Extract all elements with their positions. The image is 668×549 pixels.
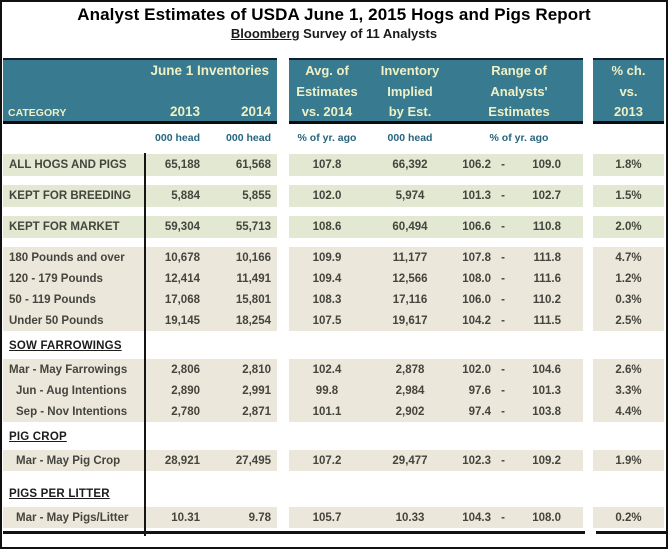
row-left-band (3, 185, 277, 207)
range-low-value: 104.3 (462, 511, 491, 524)
row-middle-band (289, 216, 583, 238)
value-2013: 2,806 (171, 363, 200, 376)
range-high-value: 104.6 (532, 363, 561, 376)
range-cell (455, 252, 583, 264)
row-middle-band (289, 154, 583, 176)
value-2013: 59,304 (164, 221, 200, 233)
table-bottom-border (3, 531, 667, 534)
row-right-band (593, 289, 664, 310)
row-left-band (3, 401, 277, 422)
range-high-value: 109.2 (532, 454, 561, 467)
row-label: 50 - 119 Pounds (9, 293, 96, 306)
header-inventories-block (3, 58, 277, 124)
units-row (3, 124, 667, 151)
header-gap (583, 58, 593, 124)
pct-change-value: 2.6% (615, 363, 642, 376)
avg-estimate-value: 107.2 (312, 454, 342, 467)
value-2014: 61,568 (235, 159, 271, 171)
column-gap (277, 507, 289, 528)
range-high-value: 110.2 (532, 293, 561, 306)
value-2013: 5,884 (171, 190, 200, 202)
header-gap (277, 58, 289, 124)
row-label: Jun - Aug Intentions (16, 384, 127, 397)
row-left-band (3, 247, 277, 268)
row-group (3, 507, 667, 528)
pct-change-value: 4.4% (615, 405, 642, 418)
implied-header-line2: Implied (387, 83, 433, 99)
value-2013: 17,068 (164, 293, 200, 306)
range-dash: - (501, 293, 505, 306)
value-2013: 19,145 (164, 314, 200, 327)
table-row (3, 380, 667, 401)
value-2014: 2,871 (242, 405, 271, 418)
value-2014: 55,713 (235, 221, 271, 233)
column-gap (277, 359, 289, 380)
row-label: KEPT FOR MARKET (9, 221, 120, 233)
implied-inventory-value: 5,974 (395, 190, 425, 202)
range-high-value: 108.0 (532, 511, 561, 524)
row-right-band (593, 507, 664, 528)
value-2013: 2,890 (171, 384, 200, 397)
range-cell (455, 512, 583, 524)
column-gap (583, 185, 593, 207)
range-dash: - (501, 272, 505, 285)
units-right-band (593, 124, 664, 151)
row-right-band (593, 154, 664, 176)
category-header: CATEGORY (8, 107, 67, 119)
range-cell (455, 364, 583, 376)
value-2014: 15,801 (235, 293, 271, 306)
row-middle-band (289, 310, 583, 331)
pct-header-line2: vs. (619, 83, 638, 99)
row-label: Mar - May Pigs/Litter (16, 511, 129, 524)
range-cell (455, 385, 583, 397)
column-gap (277, 268, 289, 289)
avg-header-line3: vs. 2014 (301, 104, 353, 119)
bottom-border-left-segment (3, 531, 585, 534)
pct-change-value: 0.2% (615, 511, 642, 524)
row-label: KEPT FOR BREEDING (9, 190, 132, 202)
column-gap (583, 359, 593, 380)
value-2013: 12,414 (164, 272, 200, 285)
row-middle-band (289, 359, 583, 380)
column-gap (277, 247, 289, 268)
table-header (3, 58, 667, 124)
range-dash: - (501, 363, 505, 376)
avg-estimate-value: 101.1 (312, 405, 342, 418)
implied-inventory-value: 12,566 (392, 272, 428, 285)
row-middle-band (289, 380, 583, 401)
column-gap (583, 247, 593, 268)
column-gap (277, 401, 289, 422)
value-2013: 10.31 (171, 511, 200, 524)
pct-header-line1: % ch. (611, 63, 646, 78)
row-right-band (593, 216, 664, 238)
section-label: SOW FARROWINGS (9, 339, 122, 352)
row-label: ALL HOGS AND PIGS (9, 159, 127, 171)
column-gap (583, 401, 593, 422)
report-title: Analyst Estimates of USDA June 1, 2015 Hogs and Pigs Report (77, 5, 591, 24)
row-middle-band (289, 401, 583, 422)
section-heading (5, 337, 667, 354)
row-left-band (3, 289, 277, 310)
row-left-band (3, 310, 277, 331)
pct-header-line3: 2013 (614, 104, 643, 119)
range-high-value: 111.8 (533, 251, 561, 264)
row-label: Sep - Nov Intentions (16, 405, 128, 418)
range-header-line2: Analysts' (490, 83, 548, 99)
range-high-value: 102.7 (532, 190, 561, 202)
row-right-band (593, 401, 664, 422)
row-right-band (593, 185, 664, 207)
col-2014-header: 2014 (240, 104, 271, 119)
table-row (3, 268, 667, 289)
range-low-value: 97.6 (468, 384, 491, 397)
row-left-band (3, 380, 277, 401)
row-middle-band (289, 450, 583, 471)
row-left-band (3, 268, 277, 289)
column-gap (583, 380, 593, 401)
row-middle-band (289, 185, 583, 207)
implied-header-line3: by Est. (388, 104, 432, 119)
range-dash: - (501, 190, 505, 202)
value-2014: 2,991 (242, 384, 271, 397)
range-header-line3: Estimates (488, 104, 550, 119)
column-gap (277, 380, 289, 401)
range-dash: - (501, 511, 505, 524)
table-row (3, 289, 667, 310)
implied-inventory-value: 60,494 (392, 221, 428, 233)
implied-inventory-value: 10.33 (395, 511, 425, 524)
row-group (3, 247, 667, 331)
pct-change-value: 1.5% (615, 190, 642, 202)
table-row (3, 450, 667, 471)
implied-inventory-value: 2,878 (395, 363, 425, 376)
range-high-value: 103.8 (532, 405, 561, 418)
units-2014: 000 head (226, 131, 271, 144)
header-estimates-block (289, 58, 583, 124)
pct-change-value: 0.3% (615, 293, 642, 306)
section-label: PIG CROP (9, 430, 67, 443)
implied-inventory-value: 17,116 (392, 293, 428, 306)
bottom-border-right-segment (596, 531, 667, 534)
row-label: Mar - May Pig Crop (16, 454, 121, 467)
row-right-band (593, 268, 664, 289)
pct-change-value: 1.9% (615, 454, 642, 467)
range-cell (455, 221, 583, 233)
value-2014: 5,855 (242, 190, 271, 202)
value-2013: 10,678 (164, 251, 200, 264)
range-low-value: 107.8 (462, 251, 491, 264)
value-2014: 18,254 (235, 314, 271, 327)
range-cell (455, 190, 583, 202)
range-low-value: 106.0 (462, 293, 491, 306)
row-right-band (593, 247, 664, 268)
section-heading (5, 485, 667, 502)
col-2013-header: 2013 (169, 104, 200, 119)
table-row (3, 507, 667, 528)
row-label: Under 50 Pounds (9, 314, 104, 327)
avg-estimate-value: 99.8 (315, 384, 339, 397)
units-avg: % of yr. ago (297, 131, 357, 144)
range-dash: - (501, 405, 505, 418)
column-gap (277, 450, 289, 471)
header-pct-change-block (593, 58, 664, 124)
pct-change-value: 3.3% (615, 384, 642, 397)
avg-estimate-value: 107.8 (312, 159, 342, 171)
column-gap (583, 154, 593, 176)
column-gap (583, 450, 593, 471)
avg-estimates-header (289, 60, 365, 121)
column-gap (277, 310, 289, 331)
column-gap (277, 289, 289, 310)
section-heading (5, 428, 667, 445)
june-inventories-header: June 1 Inventories (150, 63, 269, 78)
range-dash: - (501, 454, 505, 467)
value-2013: 28,921 (164, 454, 200, 467)
implied-inventory-value: 29,477 (392, 454, 428, 467)
units-left-band (3, 124, 277, 151)
range-dash: - (501, 384, 505, 397)
pct-change-value: 4.7% (615, 251, 642, 264)
implied-inventory-value: 19,617 (392, 314, 428, 327)
range-low-value: 104.2 (462, 314, 491, 327)
row-middle-band (289, 247, 583, 268)
implied-inventory-value: 66,392 (392, 159, 428, 171)
row-left-band (3, 216, 277, 238)
range-cell (455, 315, 583, 327)
range-cell (455, 455, 583, 467)
implied-inventory-value: 11,177 (392, 251, 428, 264)
avg-header-line2: Estimates (296, 83, 358, 99)
row-left-band (3, 507, 277, 528)
pct-change-value: 2.5% (615, 314, 642, 327)
column-gap (583, 507, 593, 528)
bottom-border-gap (585, 531, 596, 534)
range-cell (455, 273, 583, 285)
avg-estimate-value: 108.6 (312, 221, 342, 233)
units-middle-band (289, 124, 583, 151)
range-dash: - (501, 159, 505, 171)
column-gap (583, 310, 593, 331)
row-group (3, 154, 667, 238)
range-dash: - (501, 221, 505, 233)
range-high-value: 111.6 (533, 272, 561, 285)
range-low-value: 97.4 (468, 405, 491, 418)
range-low-value: 102.3 (462, 454, 491, 467)
range-high-value: 110.8 (532, 221, 561, 233)
category-divider-line (144, 153, 146, 536)
range-dash: - (501, 251, 505, 264)
avg-estimate-value: 102.4 (312, 363, 342, 376)
row-label: 120 - 179 Pounds (9, 272, 103, 285)
avg-estimate-value: 108.3 (312, 293, 342, 306)
range-estimates-header (455, 60, 583, 121)
units-range: % of yr. ago (489, 131, 549, 144)
range-header-line1: Range of (491, 63, 547, 78)
column-gap (583, 216, 593, 238)
bloomberg-label: Bloomberg (230, 26, 300, 41)
implied-inventory-value: 2,902 (395, 405, 425, 418)
avg-estimate-value: 107.5 (312, 314, 342, 327)
range-high-value: 109.0 (532, 159, 561, 171)
value-2014: 27,495 (235, 454, 271, 467)
implied-inventory-value: 2,984 (395, 384, 425, 397)
row-middle-band (289, 507, 583, 528)
row-right-band (593, 359, 664, 380)
table-row (3, 247, 667, 268)
column-gap (583, 268, 593, 289)
avg-estimate-value: 109.4 (312, 272, 342, 285)
column-gap (583, 289, 593, 310)
range-dash: - (501, 314, 505, 327)
range-high-value: 101.3 (532, 384, 561, 397)
pct-change-value: 2.0% (615, 221, 642, 233)
column-gap (277, 154, 289, 176)
row-middle-band (289, 289, 583, 310)
row-group (3, 359, 667, 422)
table-row (3, 185, 667, 207)
value-2014: 2,810 (242, 363, 271, 376)
section-label: PIGS PER LITTER (9, 487, 110, 500)
row-label: 180 Pounds and over (9, 251, 125, 264)
avg-estimate-value: 102.0 (312, 190, 342, 202)
table-row (3, 310, 667, 331)
value-2014: 9.78 (248, 511, 271, 524)
table-row (3, 401, 667, 422)
implied-header-line1: Inventory (380, 63, 440, 78)
row-left-band (3, 359, 277, 380)
report-subtitle (2, 26, 666, 45)
pct-change-value: 1.2% (615, 272, 642, 285)
column-gap (277, 216, 289, 238)
value-2014: 11,491 (236, 272, 271, 285)
row-left-band (3, 154, 277, 176)
row-group (3, 450, 667, 471)
range-cell (455, 159, 583, 171)
row-left-band (3, 450, 277, 471)
avg-estimate-value: 105.7 (312, 511, 342, 524)
value-2013: 2,780 (171, 405, 200, 418)
value-2014: 10,166 (235, 251, 271, 264)
header-year-row (3, 101, 277, 121)
range-low-value: 106.2 (462, 159, 491, 171)
range-cell (455, 406, 583, 418)
range-low-value: 108.0 (462, 272, 491, 285)
avg-estimate-value: 109.9 (312, 251, 342, 264)
table-row (3, 154, 667, 176)
pct-change-value: 1.8% (615, 159, 642, 171)
range-cell (455, 294, 583, 306)
implied-inventory-header (365, 60, 455, 121)
table-row (3, 359, 667, 380)
table-row (3, 216, 667, 238)
range-high-value: 111.5 (533, 314, 561, 327)
table-body (3, 154, 667, 528)
value-2013: 65,188 (164, 159, 200, 171)
units-implied: 000 head (387, 131, 433, 144)
row-right-band (593, 310, 664, 331)
range-low-value: 106.6 (462, 221, 491, 233)
units-2013: 000 head (155, 131, 200, 144)
row-label: Mar - May Farrowings (9, 363, 128, 376)
estimates-table (3, 58, 667, 534)
row-right-band (593, 380, 664, 401)
range-low-value: 102.0 (462, 363, 491, 376)
row-middle-band (289, 268, 583, 289)
column-gap (277, 185, 289, 207)
range-low-value: 101.3 (462, 190, 491, 202)
avg-header-line1: Avg. of (305, 63, 349, 78)
row-right-band (593, 450, 664, 471)
subtitle-rest: Survey of 11 Analysts (299, 26, 438, 41)
